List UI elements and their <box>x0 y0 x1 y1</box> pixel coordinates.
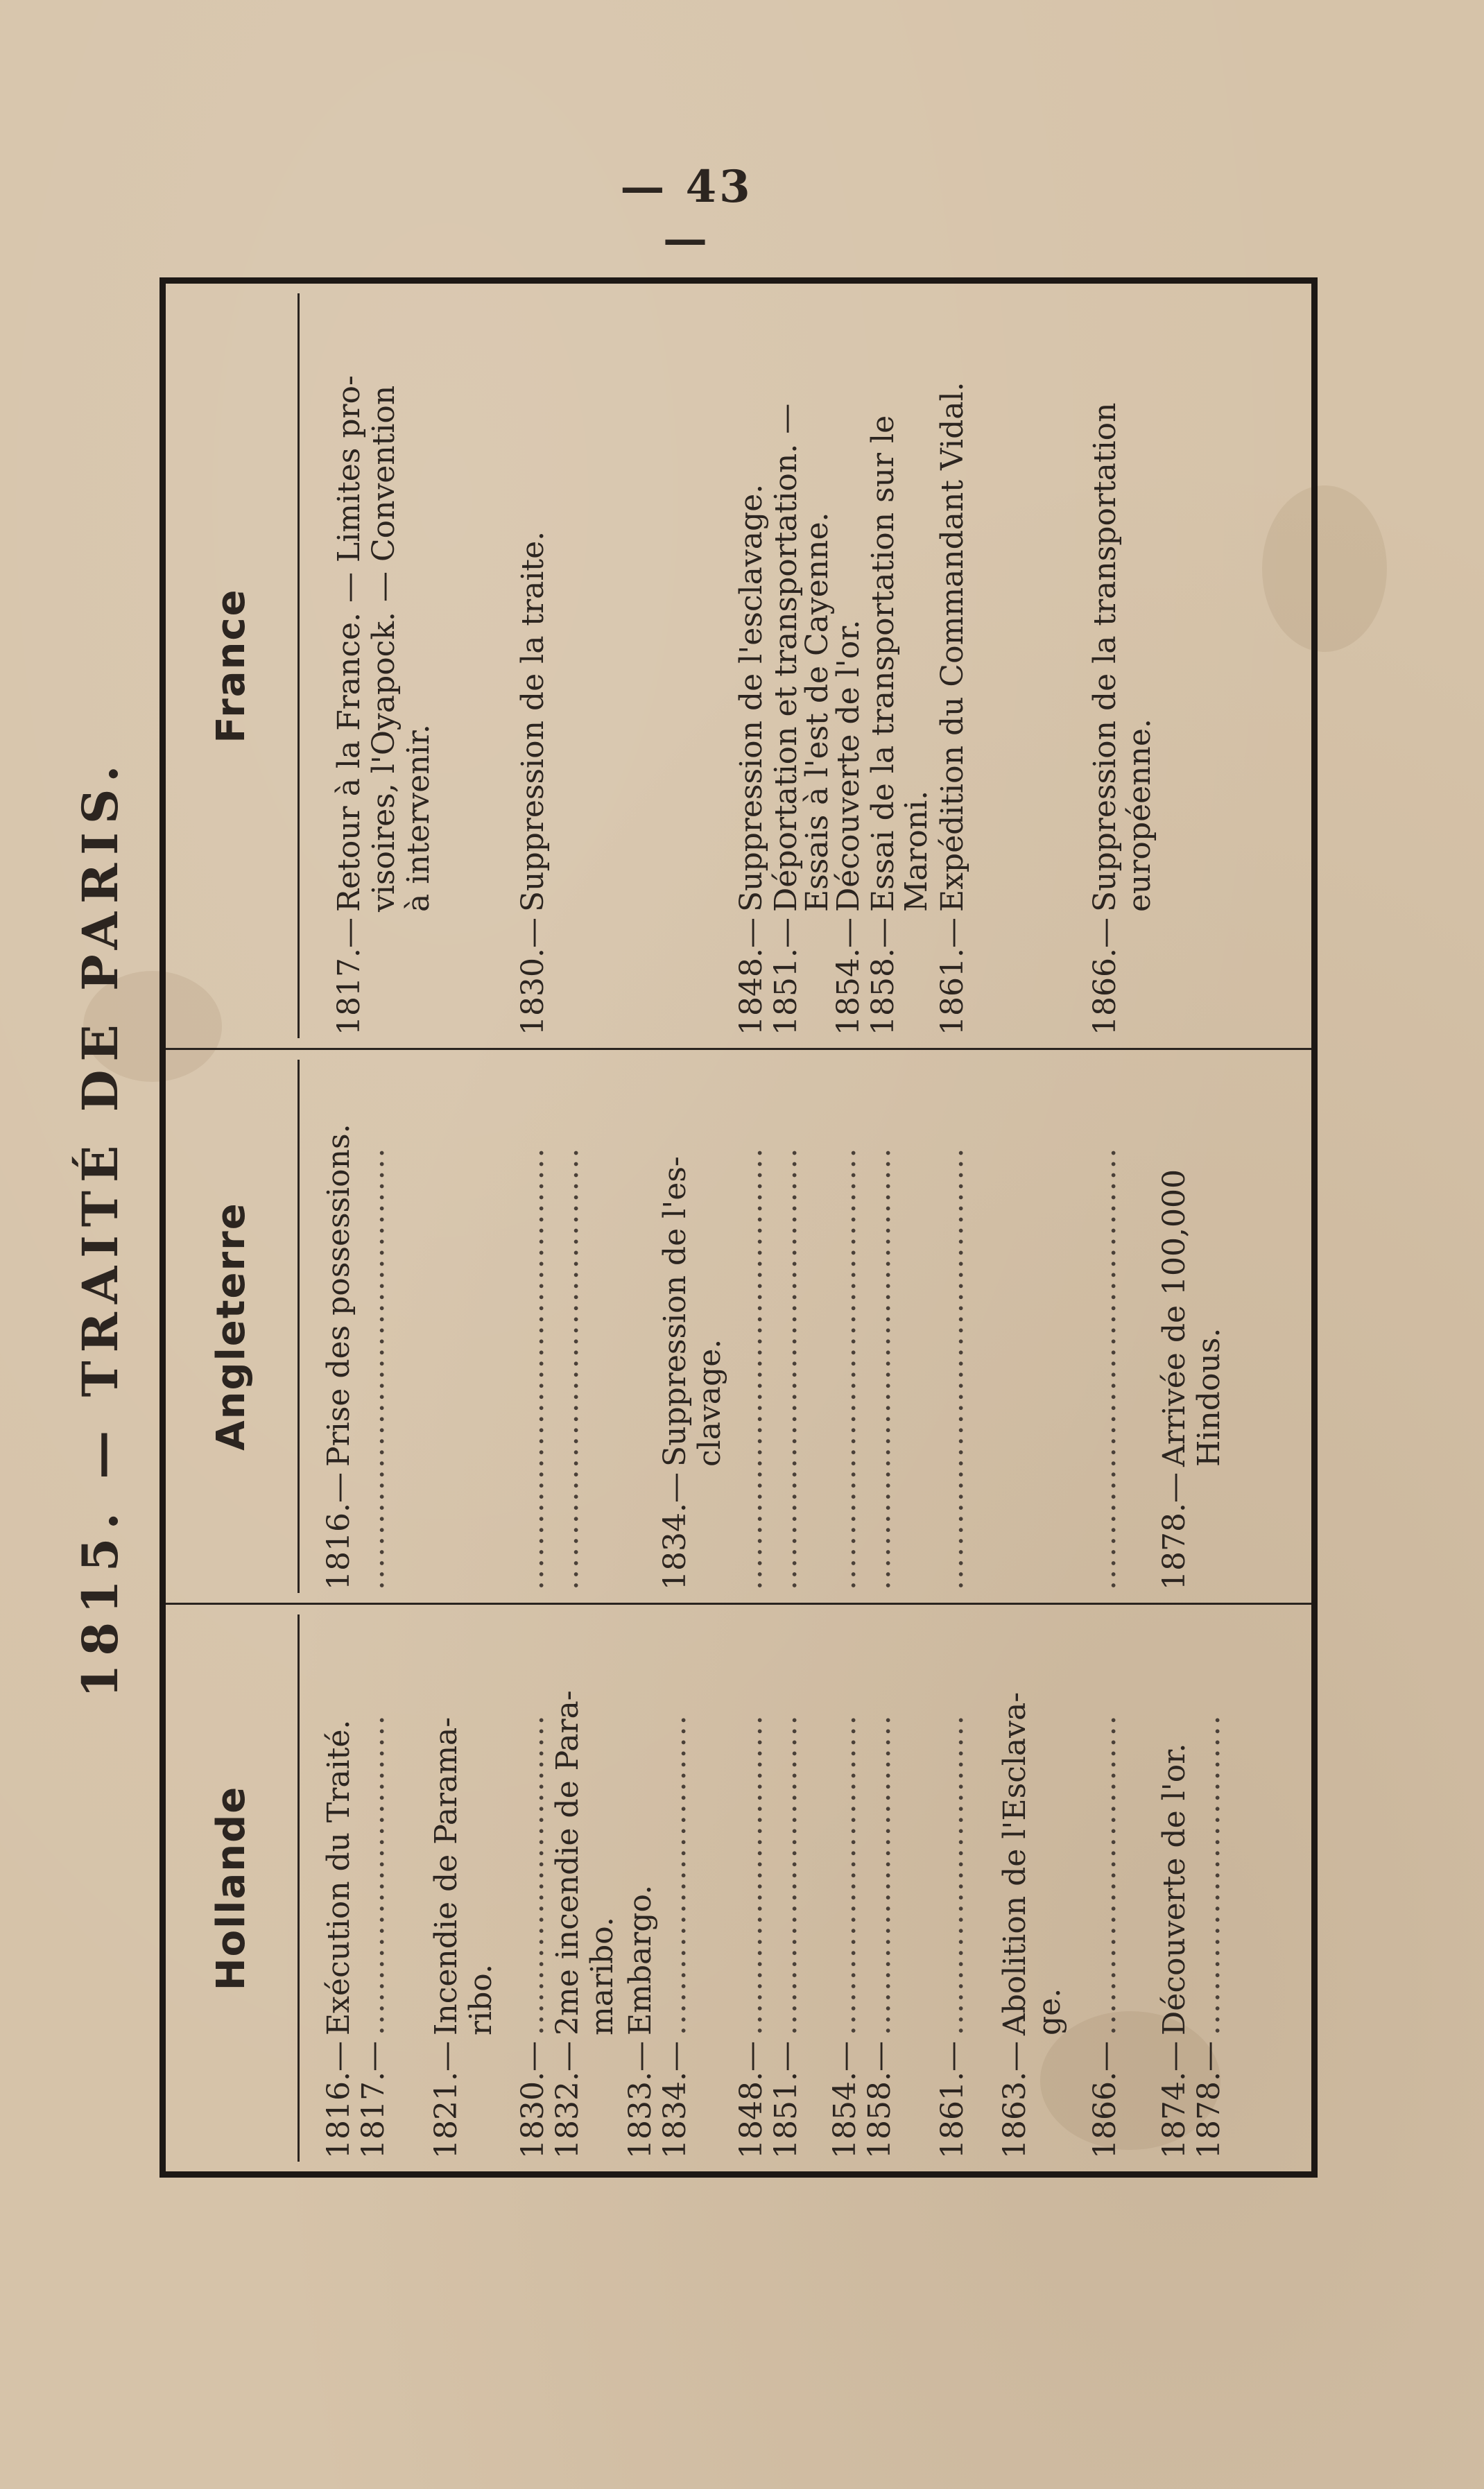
running-title: 1815. — TRAITÉ DE PARIS. <box>71 757 129 1698</box>
table-row-continuation: maribo. <box>585 1917 620 2035</box>
table-row: 1851.—............................. <box>768 1714 804 2159</box>
column-header-hollande: Hollande <box>166 1614 300 2162</box>
column-hollande <box>166 1603 1311 2171</box>
table-row: ........................................ <box>550 1146 585 1590</box>
table-row: 1821.—Incendie de Parama- <box>429 1716 464 2159</box>
table-row: 1848.—............................. <box>734 1714 769 2159</box>
table-row: ........................................ <box>768 1146 804 1590</box>
table-row: ........................................ <box>827 1146 863 1590</box>
table-row: 1816.—Exécution du Traité. <box>321 1719 356 2159</box>
table-row: 1817.—............................. <box>356 1714 391 2159</box>
table-row-continuation: ribo. <box>463 1964 499 2035</box>
table-row-continuation: à intervenir. <box>401 724 436 912</box>
table-row: 1878.—Arrivée de 100,000 <box>1157 1169 1192 1590</box>
table-row: ........................................ <box>862 1146 897 1590</box>
table-row: 1834.—Suppression de l'es- <box>657 1156 693 1590</box>
table-row: ........................................ <box>1087 1146 1123 1590</box>
table-row: ........................................ <box>515 1146 551 1590</box>
column-header-france: France <box>166 293 300 1038</box>
table-row: 1858.—Essai de la transportation sur le <box>865 415 901 1035</box>
table-row: 1830.—............................. <box>515 1714 551 2159</box>
column-header-angleterre: Angleterre <box>166 1060 300 1593</box>
table-row-continuation: ge. <box>1032 1988 1067 2035</box>
table-row: 1858.—............................. <box>862 1714 897 2159</box>
table-row: 1866.—Suppression de la transportation <box>1087 402 1123 1035</box>
table-row: 1851.—Déportation et transportation. — <box>768 403 804 1035</box>
table-row-continuation: Essais à l'est de Cayenne. <box>800 512 835 912</box>
column-france <box>166 284 1311 1048</box>
table-row: 1833.—Embargo. <box>623 1884 658 2159</box>
rotated-table-block <box>69 277 1318 2178</box>
table-row: 1866.—............................. <box>1087 1714 1123 2159</box>
table-row: ........................................ <box>734 1146 769 1590</box>
table-row-continuation: européenne. <box>1122 718 1157 912</box>
table-row-continuation: clavage. <box>692 1338 727 1467</box>
table-row: 1854.—............................. <box>827 1714 863 2159</box>
table-row: 1861.—............................. <box>935 1714 970 2159</box>
table-row: 1832.—2me incendie de Para- <box>550 1690 585 2159</box>
table-row: ........................................ <box>935 1146 970 1590</box>
column-angleterre <box>166 1048 1311 1603</box>
table-row: 1874.—Découverte de l'or. <box>1157 1743 1192 2159</box>
table-row: 1863.—Abolition de l'Esclava- <box>997 1691 1033 2159</box>
table-row-continuation: visoires, l'Oyapock. — Convention <box>366 385 402 912</box>
page-number: — 43 — <box>620 161 753 265</box>
table-row: 1817.—Retour à la France. — Limites pro- <box>331 375 367 1035</box>
table-row-continuation: Maroni. <box>899 790 934 912</box>
table-row: ........................................ <box>356 1146 391 1590</box>
table-row: 1848.—Suppression de l'esclavage. <box>734 483 769 1035</box>
table-row: 1834.—............................. <box>657 1714 693 2159</box>
table-row: 1854.—Découverte de l'or. <box>831 619 866 1035</box>
table-row-continuation: Hindous. <box>1191 1327 1227 1467</box>
table-row: 1830.—Suppression de la traite. <box>515 531 551 1035</box>
table-row: 1816.—Prise des possessions. <box>321 1123 356 1590</box>
table-row: 1878.—............................. <box>1191 1714 1227 2159</box>
table-row: 1861.—Expédition du Commandant Vidal. <box>935 381 970 1035</box>
comparison-table <box>159 277 1318 2178</box>
